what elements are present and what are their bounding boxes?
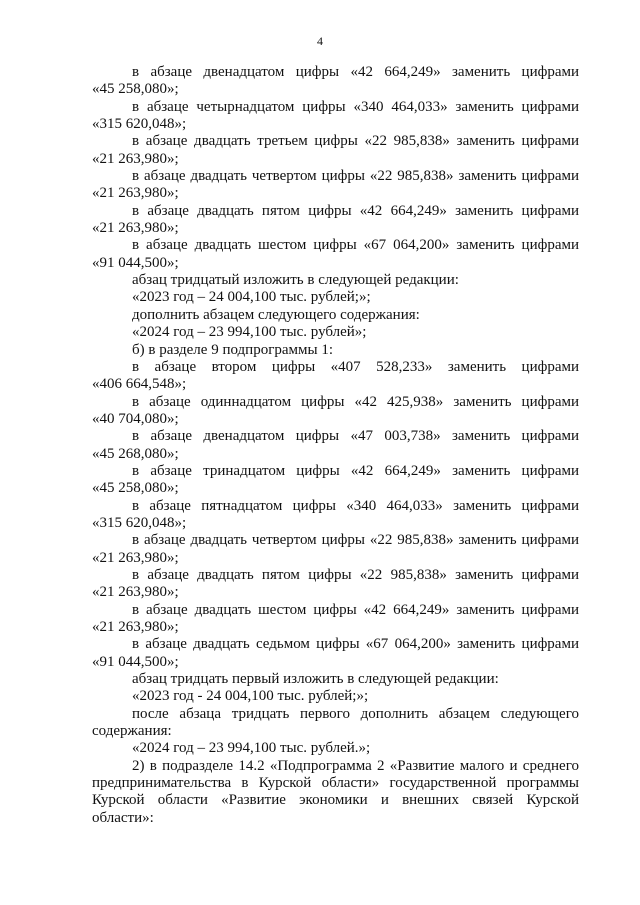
text-line: «315 620,048»; [92,116,187,133]
text-line: «406 664,548»; [92,376,187,393]
text-line: в абзаце двадцать шестом цифры «42 664,249» заменить цифрами [132,601,579,618]
text-line: «2023 год - 24 004,100 тыс. рублей;»; [132,688,369,705]
text-line: «91 044,500»; [92,254,179,271]
text-line: «21 263,980»; [92,185,179,202]
text-line: дополнить абзацем следующего содержания: [132,306,420,323]
text-line: в абзаце двадцать четвертом цифры «22 985,838» заменить цифрами [132,168,579,185]
text-line: «21 263,980»; [92,584,179,601]
text-line: абзац тридцатый изложить в следующей редакции: [132,272,459,289]
text-line: «40 704,080»; [92,410,179,427]
text-line: в абзаце четырнадцатом цифры «340 464,033» заменить цифрами [132,98,579,115]
text-line: «21 263,980»; [92,150,179,167]
text-line: в абзаце двадцать третьем цифры «22 985,838» заменить цифрами [132,133,579,150]
page-number: 4 [317,34,323,48]
text-line: Курской области «Развитие экономики и внешних связей Курской [92,792,579,809]
text-line: «21 263,980»; [92,220,179,237]
text-line: абзац тридцать первый изложить в следующей редакции: [132,671,499,688]
text-line: в абзаце двадцать четвертом цифры «22 985,838» заменить цифрами [132,532,579,549]
text-line: содержания: [92,723,172,740]
document-body [92,64,579,827]
text-line: области»: [92,809,154,826]
text-line: «91 044,500»; [92,653,179,670]
text-line: в абзаце двенадцатом цифры «42 664,249» заменить цифрами [132,64,579,80]
text-line: «45 268,080»; [92,445,179,462]
text-line: «2024 год – 23 994,100 тыс. рублей.»; [132,740,371,757]
text-line: в абзаце одиннадцатом цифры «42 425,938» заменить цифрами [132,393,579,410]
text-line: после абзаца тридцать первого дополнить абзацем следующего [132,705,579,722]
text-line: в абзаце двадцать пятом цифры «42 664,249» заменить цифрами [132,202,579,219]
text-line: «21 263,980»; [92,619,179,635]
text-line: в абзаце двенадцатом цифры «47 003,738» заменить цифрами [132,428,579,445]
text-line: «45 258,080»; [92,81,179,98]
text-line: «315 620,048»; [92,514,187,531]
text-line: в абзаце двадцать седьмом цифры «67 064,200» заменить цифрами [132,636,579,653]
text-line: в абзаце втором цифры «407 528,233» заменить цифрами [132,358,579,375]
text-line: предпринимательства в Курской области» государственной программы [92,775,579,792]
text-line: «45 258,080»; [92,480,179,497]
text-line: 2) в подразделе 14.2 «Подпрограмма 2 «Развитие малого и среднего [132,757,579,774]
text-line: «2024 год – 23 994,100 тыс. рублей»; [132,324,367,341]
text-line: в абзаце двадцать пятом цифры «22 985,838» заменить цифрами [132,566,579,583]
text-line: б) в разделе 9 подпрограммы 1: [132,341,333,358]
text-line: «2023 год – 24 004,100 тыс. рублей;»; [132,289,371,306]
text-line: «21 263,980»; [92,549,179,566]
text-line: в абзаце тринадцатом цифры «42 664,249» заменить цифрами [132,462,579,479]
text-line: в абзаце двадцать шестом цифры «67 064,200» заменить цифрами [132,237,579,254]
text-line: в абзаце пятнадцатом цифры «340 464,033» заменить цифрами [132,497,579,514]
